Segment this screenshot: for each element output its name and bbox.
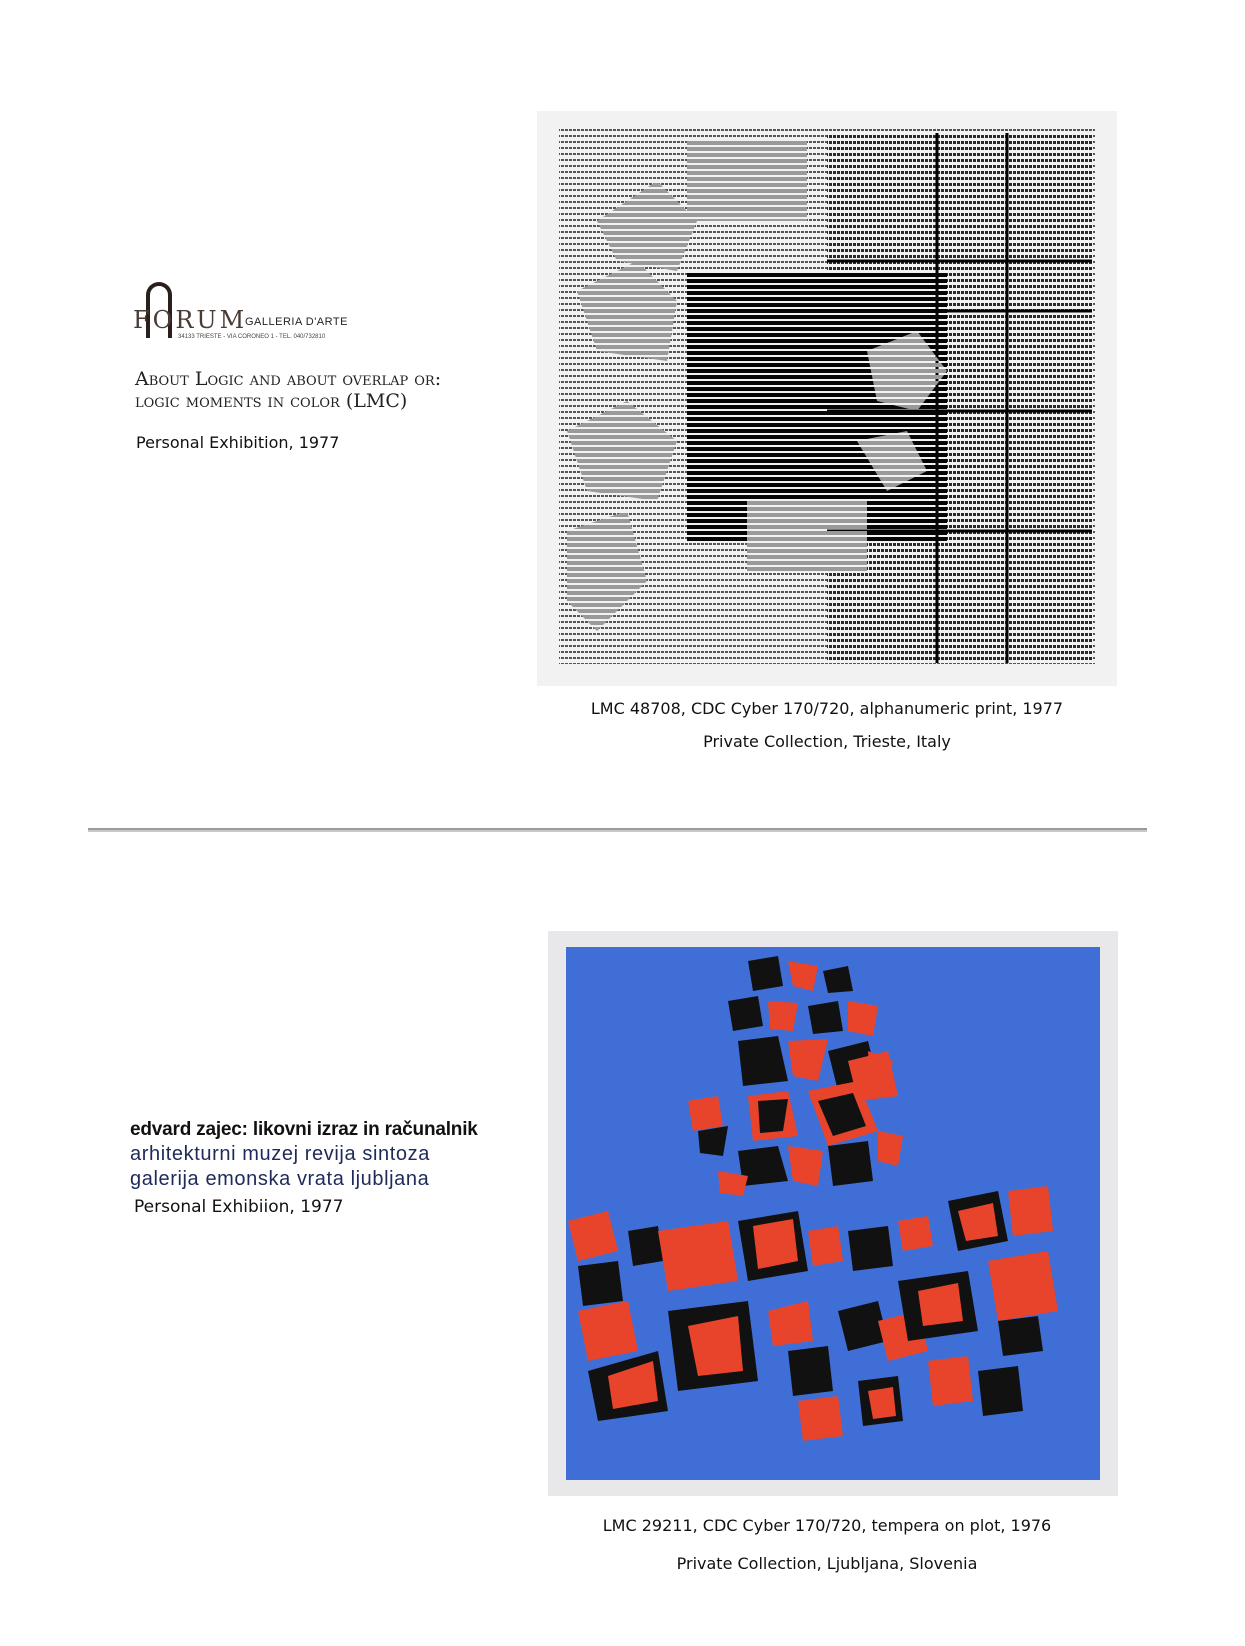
top-artwork-collection: Private Collection, Trieste, Italy: [703, 732, 951, 751]
logo-gallery-name: GALLERIA D'ARTE: [245, 316, 348, 328]
poster-line-3: galerija emonska vrata ljubljana: [130, 1168, 430, 1190]
poster-line-2: arhitekturni muzej revija sintoza: [130, 1143, 430, 1165]
logo-address: 34133 TRIESTE - VIA CORONEO 1 - TEL. 040/732810: [178, 334, 326, 340]
poster-line-1: edvard zajec: likovni izraz in računalnik: [130, 1119, 478, 1140]
exhibition-poster-text: [130, 1119, 478, 1191]
exhibition-title-line2: logic moments in color (LMC): [135, 390, 408, 412]
alphanumeric-print-artwork: [537, 111, 1117, 686]
section-divider: [88, 828, 1147, 832]
exhibition-title: [135, 368, 515, 412]
exhibition-title-line1: About Logic and about overlap or:: [135, 368, 442, 390]
exhibition-subtitle-2: Personal Exhibiion, 1977: [134, 1197, 344, 1217]
top-artwork-caption: LMC 48708, CDC Cyber 170/720, alphanumeric print, 1977: [590, 699, 1064, 718]
logo-wordmark: FORUM: [133, 306, 248, 334]
forum-gallery-logo: [133, 282, 363, 344]
exhibition-subtitle: Personal Exhibition, 1977: [136, 433, 340, 452]
tempera-plot-artwork: [548, 931, 1118, 1496]
bottom-artwork-collection: Private Collection, Ljubljana, Slovenia: [676, 1554, 978, 1573]
bottom-artwork-caption: LMC 29211, CDC Cyber 170/720, tempera on plot, 1976: [602, 1516, 1052, 1535]
